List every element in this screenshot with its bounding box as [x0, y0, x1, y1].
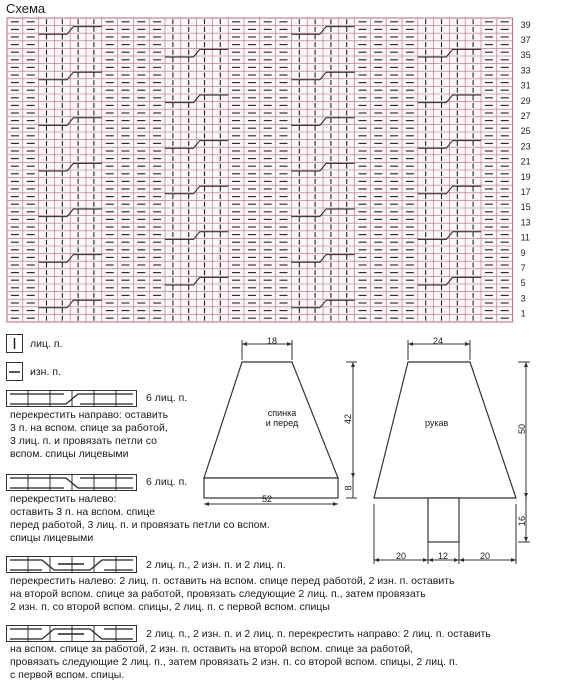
row-number: 7 — [520, 263, 526, 274]
garment-schematic — [200, 328, 530, 568]
sleeve-cuff — [428, 498, 459, 542]
row-number: 1 — [520, 308, 526, 319]
row-number: 33 — [520, 65, 531, 76]
row-number: 35 — [520, 50, 531, 61]
sleeve-piece-outline — [374, 362, 516, 498]
cable-mixed-right-icon — [6, 625, 138, 643]
sleeve-height: 50 — [517, 423, 528, 435]
row-number: 9 — [520, 247, 526, 258]
row-number: 27 — [520, 111, 531, 122]
knitting-chart — [0, 0, 564, 330]
chart-title: Схема — [6, 1, 46, 16]
sleeve-cuff-height: 16 — [517, 515, 528, 527]
body-top-width: 18 — [267, 336, 278, 346]
row-number: 23 — [520, 141, 531, 152]
sleeve-top-width: 24 — [433, 336, 444, 346]
row-number: 13 — [520, 217, 531, 228]
sleeve-right-width: 20 — [480, 551, 491, 561]
sleeve-label: рукав — [425, 418, 449, 428]
purl-label: изн. п. — [30, 366, 61, 378]
purl-symbol-icon — [6, 362, 24, 382]
row-number: 25 — [520, 126, 531, 137]
cable-mixed-left-icon — [6, 556, 138, 574]
row-number: 37 — [520, 35, 531, 46]
row-number: 11 — [520, 232, 530, 243]
sleeve-cuff-width: 12 — [438, 551, 449, 561]
body-rib-height: 8 — [343, 485, 354, 491]
row-number: 3 — [520, 293, 526, 304]
cable-left-6-desc: перекрестить налево: оставить 3 п. на вспом. спице перед работой, 3 лиц. п. и провязать петли со вспом. спицы лицевыми — [10, 493, 270, 544]
row-number: 17 — [520, 187, 531, 198]
row-number: 31 — [520, 80, 531, 91]
body-height: 42 — [343, 413, 354, 425]
row-number: 5 — [520, 278, 526, 289]
cable-right-6-icon — [6, 390, 138, 408]
cable-mixed-right-desc-cont: на вспом. спице за работой, 2 изн. п. оставить на второй вспом. спице за работой, провязать следующие 2 лиц. п., затем провязать 2 изн. п. со второй вспом. спицы, 2 лиц. п. с первой вспом. спицы. — [10, 643, 458, 681]
cable-mixed-left-desc: перекрестить налево: 2 лиц. п. оставить на вспом. спице перед работой, 2 изн. п. оставить на второй вспом. спице за работой, провязать следующие 2 лиц. п., затем провязать 2 изн. п. со второй вспом. спицы, 2 лиц. п. с первой вспом. спицы — [10, 575, 455, 613]
row-number: 21 — [520, 156, 531, 167]
cable-mixed-right-desc: 2 лиц. п., 2 изн. п. и 2 лиц. п. перекрестить направо: 2 лиц. п. оставить — [146, 628, 491, 640]
sleeve-left-width: 20 — [396, 551, 407, 561]
row-number: 29 — [520, 95, 531, 106]
row-number: 39 — [520, 19, 531, 30]
body-label: спинка и перед — [265, 408, 299, 428]
knit-symbol-icon — [6, 334, 24, 354]
cable-right-6-desc: перекрестить направо: оставить 3 п. на вспом. спице за работой, 3 лиц. п. и провязать петли со вспом. спицы лицевыми — [10, 409, 169, 460]
cable-mixed-left-count: 2 лиц. п., 2 изн. п. и 2 лиц. п. — [146, 559, 286, 571]
row-number: 19 — [520, 171, 531, 182]
row-number: 15 — [520, 202, 531, 213]
knit-label: лиц. п. — [30, 338, 63, 350]
cable-right-6-count: 6 лиц. п. — [146, 392, 188, 404]
cable-left-6-count: 6 лиц. п. — [146, 476, 188, 488]
body-bottom-width: 52 — [262, 494, 273, 504]
cable-left-6-icon — [6, 474, 138, 492]
